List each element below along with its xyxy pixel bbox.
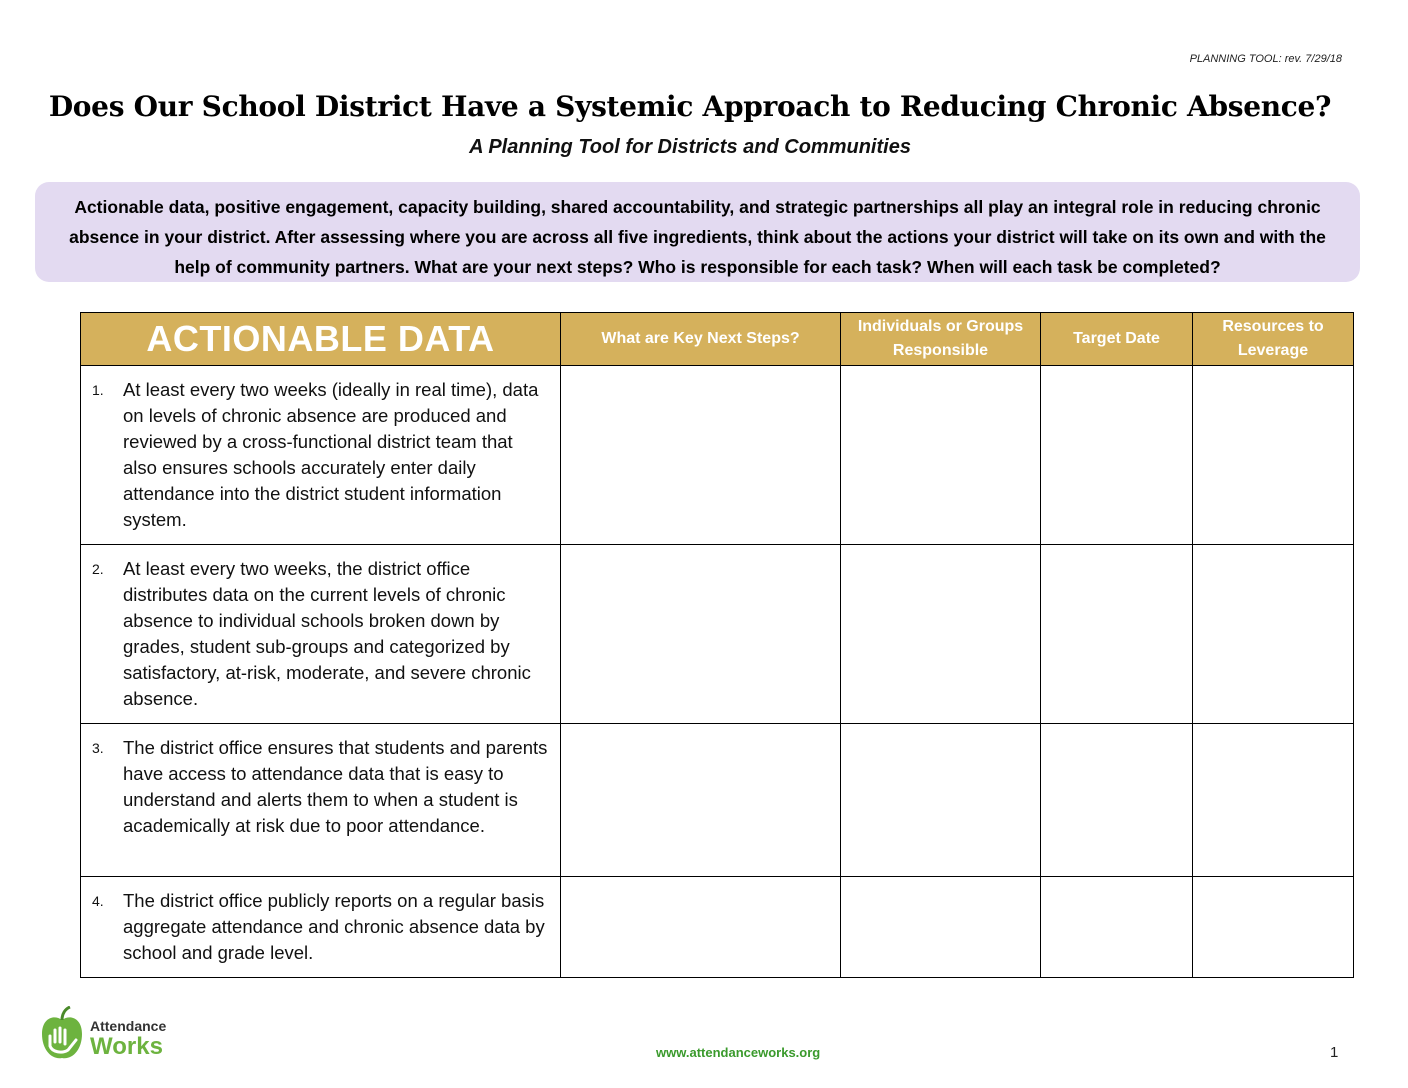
section-title: ACTIONABLE DATA [81,313,561,366]
page-title: Does Our School District Have a Systemic Approach to Reducing Chronic Absence? [48,90,1332,123]
responsible-cell[interactable] [841,724,1041,877]
planning-table [80,312,1354,978]
table-header-row [81,313,1354,366]
item-text: The district office publicly reports on a regular basis aggregate attendance and chronic absence data by school and grade level. [123,890,545,963]
page-number: 1 [1330,1044,1339,1061]
next-steps-cell[interactable] [561,545,841,724]
resources-cell[interactable] [1193,724,1354,877]
intro-box: Actionable data, positive engagement, capacity building, shared accountability, and strategic partnerships all play an integral role in reducing chronic absence in your district. After assessing where you are across all five ingredients, think about the actions your district will take on its own and with the help of community partners. What are your next steps? Who is responsible for each task? When will each task be completed? [35,182,1360,282]
logo-text-attendance: Attendance [90,1018,167,1034]
responsible-cell[interactable] [841,545,1041,724]
next-steps-cell[interactable] [561,724,841,877]
item-number: 4. [92,893,104,909]
resources-cell[interactable] [1193,366,1354,545]
resources-cell[interactable] [1193,877,1354,978]
responsible-cell[interactable] [841,366,1041,545]
table-row [81,877,1354,978]
logo-text-works: Works [90,1033,163,1060]
table-row [81,545,1354,724]
item-number: 3. [92,740,104,756]
column-header-resources: Resources to Leverage [1193,313,1354,366]
page-subtitle: A Planning Tool for Districts and Communities [469,136,911,158]
item-cell [81,545,561,724]
target-date-cell[interactable] [1041,724,1193,877]
column-header-next-steps: What are Key Next Steps? [561,313,841,366]
column-header-responsible: Individuals or Groups Responsible [841,313,1041,366]
item-text: At least every two weeks (ideally in real time), data on levels of chronic absence are produced and reviewed by a cross-functional district team that also ensures schools accurately enter daily attendance into the district student information system. [123,379,539,530]
revision-note: PLANNING TOOL: rev. 7/29/18 [1189,53,1342,65]
item-number: 1. [92,382,104,398]
table-row [81,366,1354,545]
item-cell [81,724,561,877]
item-number: 2. [92,561,104,577]
next-steps-cell[interactable] [561,366,841,545]
item-text: The district office ensures that students and parents have access to attendance data that is easy to understand and alerts them to when a student is academically at risk due to poor attendance. [123,737,548,836]
attendance-works-logo [40,1006,190,1066]
target-date-cell[interactable] [1041,366,1193,545]
column-header-target-date: Target Date [1041,313,1193,366]
target-date-cell[interactable] [1041,545,1193,724]
website-link[interactable]: www.attendanceworks.org [656,1045,821,1060]
table-row [81,724,1354,877]
item-text: At least every two weeks, the district office distributes data on the current levels of chronic absence to individual schools broken down by grades, student sub-groups and categorized by satisfactory, at-risk, moderate, and severe chronic absence. [123,558,531,709]
resources-cell[interactable] [1193,545,1354,724]
next-steps-cell[interactable] [561,877,841,978]
item-cell [81,366,561,545]
target-date-cell[interactable] [1041,877,1193,978]
responsible-cell[interactable] [841,877,1041,978]
apple-hand-icon [40,1006,84,1062]
item-cell [81,877,561,978]
